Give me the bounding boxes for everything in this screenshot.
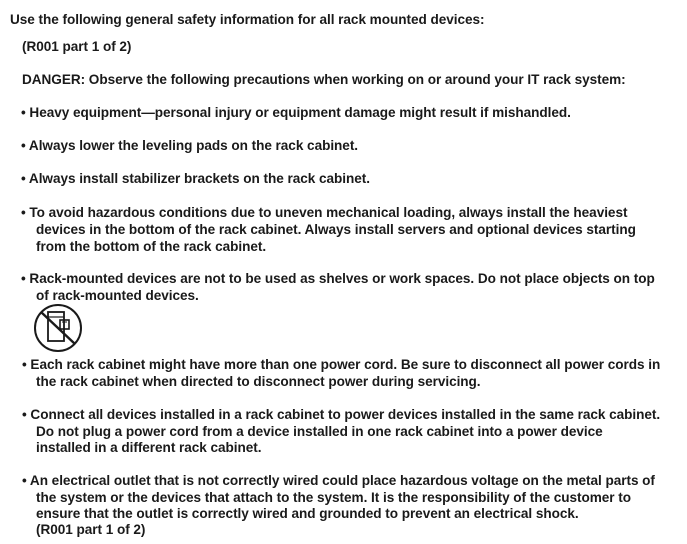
bullet-heavy-equipment: • Heavy equipment—personal injury or equipment damage might result if mishandled. [21, 105, 571, 120]
bullet-loading-line-1: • To avoid hazardous conditions due to uneven mechanical loading, always install the heaviest [21, 205, 628, 220]
danger-notice: DANGER: Observe the following precautions when working on or around your IT rack system: [22, 72, 626, 87]
bullet-connect-devices-line-2: Do not plug a power cord from a device installed in one rack cabinet into a power device [36, 424, 603, 439]
bullet-shelves-line-1: • Rack-mounted devices are not to be used as shelves or work spaces. Do not place objects on top [21, 271, 655, 286]
bullet-stabilizer-brackets: • Always install stabilizer brackets on the rack cabinet. [21, 171, 370, 186]
bullet-outlet-line-3: ensure that the outlet is correctly wired and grounded to prevent an electrical shock. [36, 506, 579, 521]
bullet-connect-devices-line-3: installed in a different rack cabinet. [36, 440, 262, 455]
reference-bottom: (R001 part 1 of 2) [36, 522, 146, 537]
bullet-leveling-pads: • Always lower the leveling pads on the rack cabinet. [21, 138, 359, 153]
heading: Use the following general safety information for all rack mounted devices: [10, 12, 485, 27]
no-objects-on-device-icon [32, 303, 84, 353]
bullet-power-cords-line-1: • Each rack cabinet might have more than one power cord. Be sure to disconnect all power cords in [22, 357, 661, 372]
bullet-shelves-line-2: of rack-mounted devices. [36, 288, 199, 303]
reference-top: (R001 part 1 of 2) [22, 39, 132, 54]
bullet-power-cords-line-2: the rack cabinet when directed to disconnect power during servicing. [36, 374, 481, 389]
bullet-connect-devices-line-1: • Connect all devices installed in a rack cabinet to power devices installed in the same rack cabinet. [22, 407, 661, 422]
bullet-outlet-line-2: the system or the devices that attach to the system. It is the responsibility of the customer to [36, 490, 631, 505]
bullet-loading-line-2: devices in the bottom of the rack cabinet. Always install servers and optional devices starting [36, 222, 636, 237]
bullet-outlet-line-1: • An electrical outlet that is not correctly wired could place hazardous voltage on the metal parts of [22, 473, 655, 488]
bullet-loading-line-3: from the bottom of the rack cabinet. [36, 239, 267, 254]
